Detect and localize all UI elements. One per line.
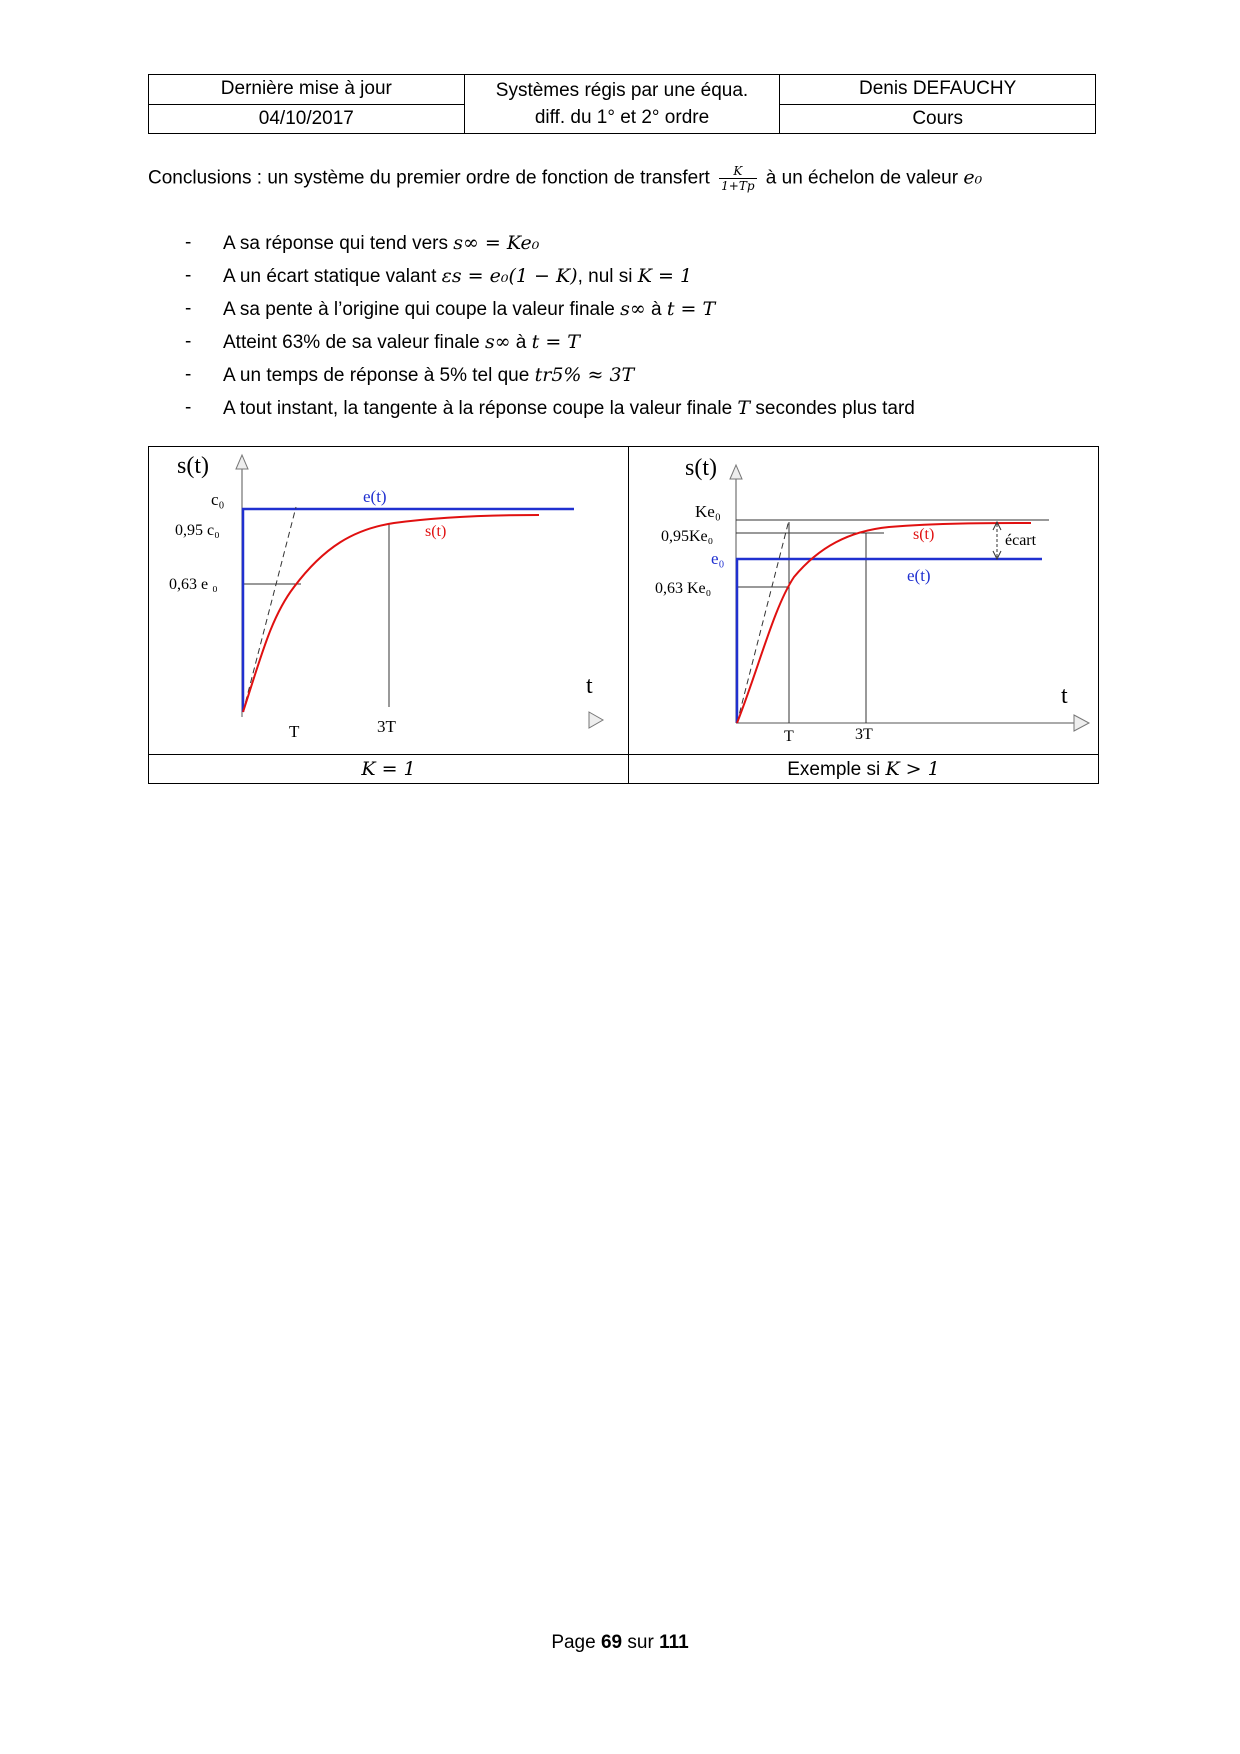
conclusion-list bbox=[185, 230, 915, 428]
author: Denis DEFAUCHY bbox=[780, 75, 1096, 105]
level-95-label: 0,95 c₀ bbox=[175, 522, 220, 539]
footer-page-number: 69 bbox=[600, 1632, 623, 1653]
list-item-text: à bbox=[510, 332, 527, 353]
x-axis-label: t bbox=[1061, 683, 1068, 709]
output-response-curve bbox=[243, 515, 539, 712]
figure-cell-k1 bbox=[149, 447, 629, 755]
output-response-curve bbox=[737, 523, 1031, 723]
gap-label: écart bbox=[1005, 532, 1037, 549]
footer-total-pages: 111 bbox=[659, 1632, 689, 1653]
list-item-text: A un écart statique valant bbox=[223, 266, 437, 287]
level-63-label: 0,63 Ke₀ bbox=[655, 580, 712, 597]
list-item bbox=[185, 395, 915, 428]
level-e0-label: e₀ bbox=[711, 549, 725, 568]
figure-cell-k-gt-1 bbox=[629, 447, 1099, 755]
level-top-label: c₀ bbox=[211, 490, 225, 509]
tick-T-label: T bbox=[784, 728, 794, 745]
list-item-text: A tout instant, la tangente à la réponse coupe la valeur finale bbox=[223, 398, 733, 419]
caption-k1 bbox=[149, 755, 629, 784]
level-95-label: 0,95Ke₀ bbox=[661, 528, 714, 545]
conclusion-intro bbox=[148, 164, 982, 193]
output-label: s(t) bbox=[913, 526, 935, 543]
list-item-math: K = 1 bbox=[637, 265, 693, 287]
list-item-text: secondes plus tard bbox=[750, 398, 915, 419]
y-axis-label: s(t) bbox=[685, 455, 717, 481]
x-axis-arrow-icon bbox=[589, 712, 603, 728]
list-item bbox=[185, 263, 915, 296]
first-order-response-k1-figure bbox=[149, 447, 627, 749]
list-item bbox=[185, 329, 915, 362]
page-footer bbox=[0, 1632, 1240, 1654]
list-item-text: Atteint 63% de sa valeur finale bbox=[223, 332, 480, 353]
update-date: 04/10/2017 bbox=[149, 104, 465, 134]
caption-k1-math: K = 1 bbox=[361, 757, 416, 780]
list-item-math: εs = e₀(1 − K) bbox=[441, 265, 578, 287]
updated-label: Dernière mise à jour bbox=[149, 75, 465, 105]
list-item-math: s∞ = Ke₀ bbox=[453, 232, 540, 254]
list-item-text: , nul si bbox=[577, 266, 633, 287]
input-step bbox=[737, 559, 1042, 723]
x-axis-arrow-icon bbox=[1074, 715, 1089, 731]
header-table bbox=[148, 74, 1096, 134]
level-63-label: 0,63 e ₀ bbox=[169, 576, 218, 593]
intro-text-before: Conclusions : un système du premier ordre de fonction de transfert bbox=[148, 167, 710, 189]
document-type: Cours bbox=[780, 104, 1096, 134]
list-item-math: t = T bbox=[666, 298, 716, 320]
fraction-numerator: K bbox=[719, 164, 756, 179]
first-order-response-k-gt-1-figure bbox=[629, 447, 1097, 749]
document-title bbox=[464, 75, 780, 134]
tangent-at-origin bbox=[243, 507, 296, 712]
caption-k-gt-1 bbox=[629, 755, 1099, 784]
title-line-2: diff. du 1° et 2° ordre bbox=[534, 107, 710, 128]
list-item-math: tr5% ≈ 3T bbox=[534, 364, 635, 386]
y-axis-label: s(t) bbox=[177, 453, 209, 479]
list-item-math: s∞ bbox=[484, 331, 511, 353]
figures-table bbox=[148, 446, 1099, 784]
caption-math: K > 1 bbox=[885, 757, 940, 780]
intro-symbol: e₀ bbox=[963, 166, 983, 189]
level-top-label: Ke₀ bbox=[695, 502, 721, 521]
tick-3T-label: 3T bbox=[855, 726, 873, 743]
list-item-text: A sa réponse qui tend vers bbox=[223, 233, 448, 254]
input-label: e(t) bbox=[363, 487, 387, 506]
title-line-1: Systèmes régis par une équa. bbox=[495, 80, 749, 101]
list-item-text: A sa pente à l’origine qui coupe la valeur finale bbox=[223, 299, 615, 320]
transfer-function-fraction bbox=[719, 164, 756, 193]
x-axis-label: t bbox=[586, 673, 593, 699]
intro-text-after: à un échelon de valeur bbox=[765, 167, 959, 189]
list-item-math: t = T bbox=[531, 331, 580, 353]
input-label: e(t) bbox=[907, 566, 931, 585]
tick-3T-label: 3T bbox=[377, 717, 396, 736]
fraction-denominator: 1+Tp bbox=[721, 179, 755, 193]
list-item-text: à bbox=[645, 299, 662, 320]
list-item bbox=[185, 230, 915, 263]
footer-of-word: sur bbox=[627, 1632, 654, 1653]
list-item-math: T bbox=[737, 397, 751, 419]
y-axis-arrow-icon bbox=[236, 455, 248, 469]
input-step bbox=[243, 509, 574, 712]
tangent-at-origin bbox=[737, 520, 789, 723]
y-axis-arrow-icon bbox=[730, 465, 742, 479]
caption-text: Exemple si bbox=[787, 758, 881, 780]
list-item-math: s∞ bbox=[620, 298, 646, 320]
output-label: s(t) bbox=[425, 523, 447, 540]
tick-T-label: T bbox=[289, 722, 300, 741]
list-item bbox=[185, 362, 915, 395]
footer-page-word: Page bbox=[551, 1632, 596, 1653]
list-item bbox=[185, 296, 915, 329]
list-item-text: A un temps de réponse à 5% tel que bbox=[223, 365, 530, 386]
